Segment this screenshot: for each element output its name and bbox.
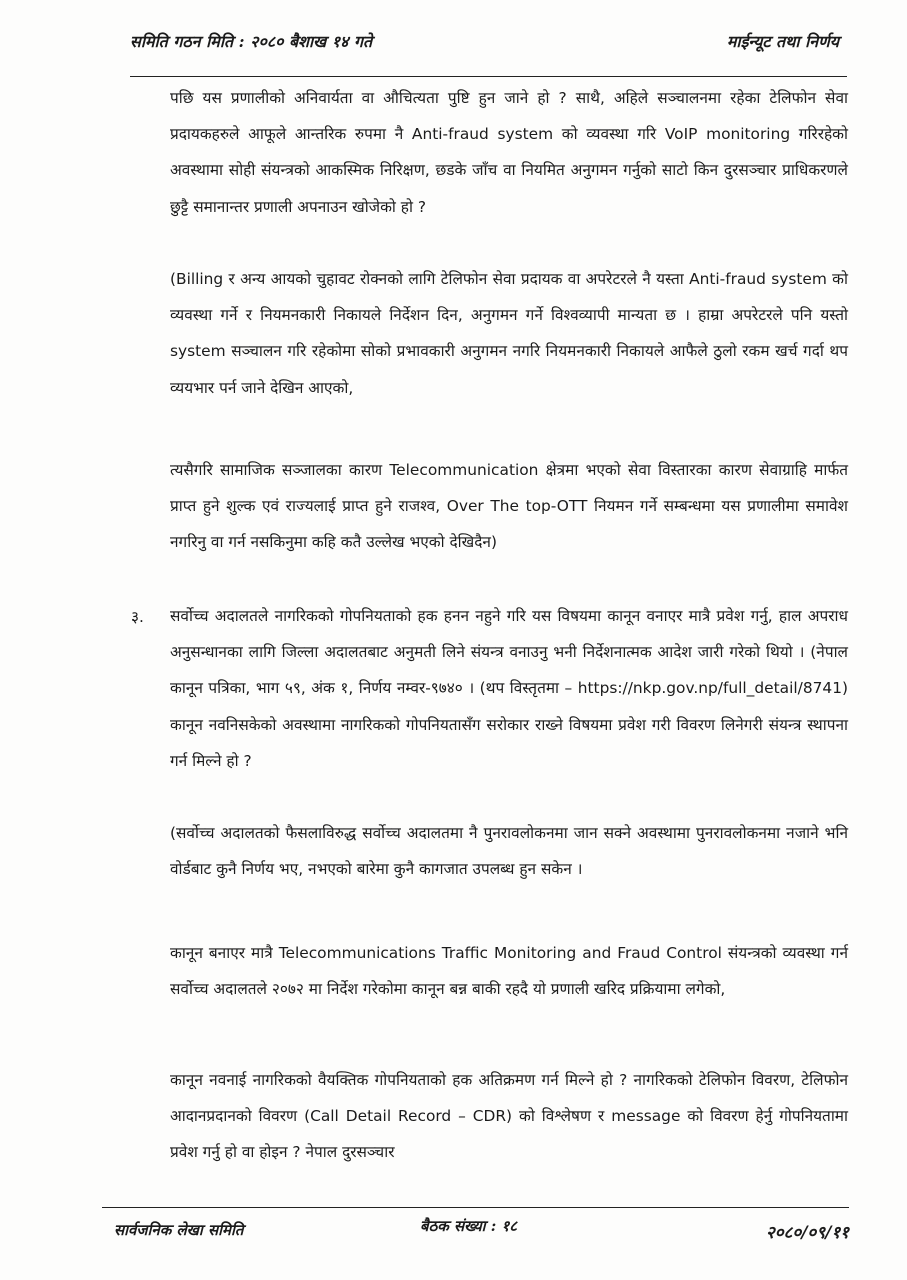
paragraph-5 (170, 815, 848, 887)
page-header (108, 22, 839, 56)
paragraph-5-text: (सर्वोच्च अदालतको फैसलाविरुद्ध सर्वोच्च अदालतमा नै पुनरावलोकनमा जान सक्ने अवस्थामा पुनरावलोकनमा नजाने भनि वोर्डबाट कुनै निर्णय भए, नभएको बारेमा कुनै कागजात उपलब्ध हुन सकेन । (170, 824, 848, 879)
paragraph-6 (170, 935, 848, 1007)
header-committee-date: समिति गठन मिति : २०८० बैशाख १४ गते (130, 32, 373, 51)
paragraph-4 (170, 598, 848, 779)
paragraph-4-text: सर्वोच्च अदालतले नागरिकको गोपनियताको हक हनन नहुने गरि यस विषयमा कानून वनाएर मात्रै प्रवेश गर्नु, हाल अपराध अनुसन्धानका लागि जिल्ला अदालतबाट अनुमती लिने संयन्त्र वनाउनु भनी निर्देशनात्मक आदेश जारी गरेको थियो । (नेपाल कानून पत्रिका, भाग ५९, अंक १, निर्णय नम्वर-९७४० । (थप विस्तृतमा – https://nkp.gov.np/full_detail/8741) कानून नवनिसकेको अवस्थामा नागरिकको गोपनियतासँग सरोकार राख्ने विषयमा प्रवेश गरी विवरण लिनेगरी संयन्त्र स्थापना गर्न मिल्ने हो ? (170, 607, 848, 770)
paragraph-2 (170, 261, 848, 406)
footer-meeting-number: बैठक संख्या : १८ (420, 1217, 518, 1235)
paragraph-6-text: कानून बनाएर मात्रै Telecommunications Traffic Monitoring and Fraud Control संयन्त्रको व्यवस्था गर्न सर्वोच्च अदालतले २०७२ मा निर्देश गरेकोमा कानून बन्न बाकी रहदै यो प्रणाली खरिद प्रक्रियामा लगेको, (170, 944, 848, 999)
footer-date: २०८०/०९/११ (765, 1223, 849, 1243)
paragraph-1-text: पछि यस प्रणालीको अनिवार्यता वा औचित्यता पुष्टि हुन जाने हो ? साथै, अहिले सञ्चालनमा रहेका टेलिफोन सेवा प्रदायकहरुले आफूले आन्तरिक रुपमा नै Anti-fraud system को व्यवस्था गरि VoIP monitoring गरिरहेको अवस्थामा सोही संयन्त्रको आकस्मिक निरिक्षण, छडके जाँच वा नियमित अनुगमन गर्नुको साटो किन दुरसञ्चार प्राधिकरणले छुट्टै समानान्तर प्रणाली अपनाउन खोजेको हो ? (170, 89, 848, 216)
paragraph-1 (170, 80, 848, 225)
page-footer (102, 1216, 849, 1246)
footer-divider (102, 1207, 849, 1208)
paragraph-7 (170, 1062, 848, 1171)
paragraph-3-text: त्यसैगरि सामाजिक सञ्जालका कारण Telecommunication क्षेत्रमा भएको सेवा विस्तारका कारण सेवाग्राहि मार्फत प्राप्त हुने शुल्क एवं राज्यलाई प्राप्त हुने राजश्व, Over The top-OTT नियमन गर्ने सम्बन्धमा यस प्रणालीमा समावेश नगरिनु वा गर्न नसकिनुमा कहि कतै उल्लेख भएको देखिदैन) (170, 461, 848, 552)
paragraph-3 (170, 452, 848, 561)
paragraph-2-text: (Billing र अन्य आयको चुहावट रोक्नको लागि टेलिफोन सेवा प्रदायक वा अपरेटरले नै यस्ता Anti-fraud system को व्यवस्था गर्ने र नियमनकारी निकायले निर्देशन दिन, अनुगमन गर्ने विश्वव्यापी मान्यता छ । हाम्रा अपरेटरले पनि यस्तो system सञ्चालन गरि रहेकोमा सोको प्रभावकारी अनुगमन नगरि नियमनकारी निकायले आफैले ठुलो रकम खर्च गर्दा थप व्ययभार पर्न जाने देखिन आएको, (170, 270, 848, 397)
header-doc-type: माईन्यूट तथा निर्णय (726, 32, 839, 51)
item-number: ३. (131, 608, 144, 626)
footer-committee-name: सार्वजनिक लेखा समिति (114, 1221, 244, 1239)
paragraph-7-text: कानून नवनाई नागरिकको वैयक्तिक गोपनियताको हक अतिक्रमण गर्न मिल्ने हो ? नागरिकको टेलिफोन विवरण, टेलिफोन आदानप्रदानको विवरण (Call Detail Record – CDR) को विश्लेषण र message को विवरण हेर्नु गोपनियतामा प्रवेश गर्नु हो वा होइन ? नेपाल दुरसञ्चार (170, 1071, 848, 1162)
header-divider (130, 76, 847, 77)
